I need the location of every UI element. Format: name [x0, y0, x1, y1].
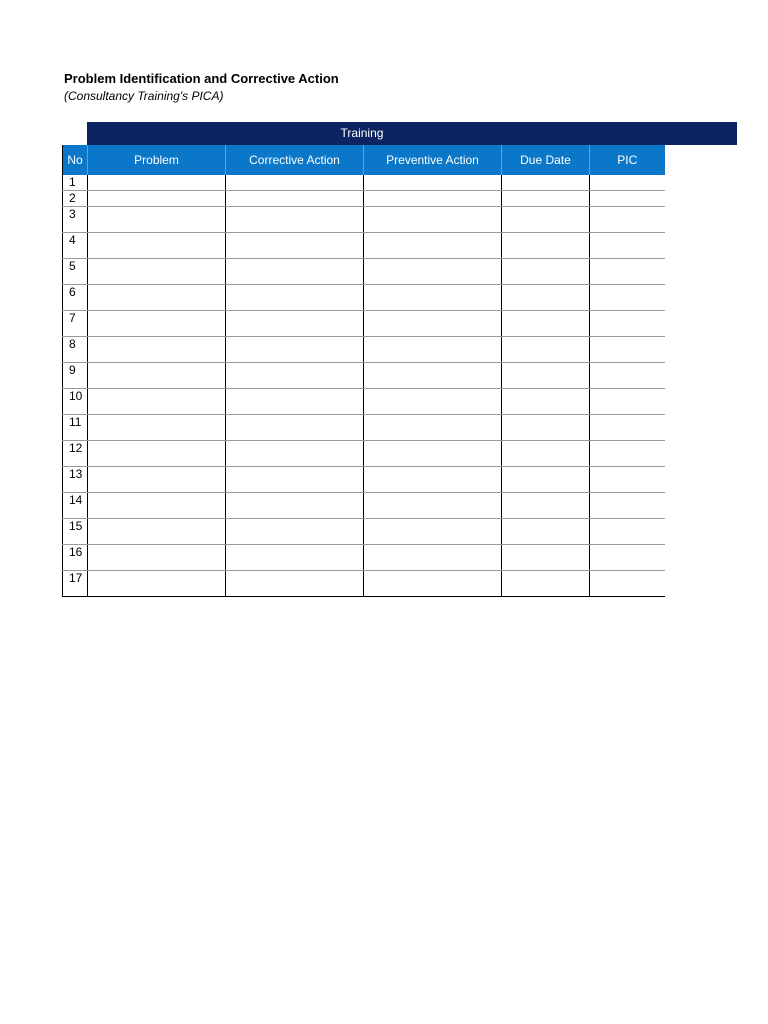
cell-pic[interactable] [590, 175, 665, 191]
cell-due-date[interactable] [502, 519, 590, 545]
cell-corrective-action[interactable] [226, 285, 364, 311]
cell-due-date[interactable] [502, 311, 590, 337]
cell-due-date[interactable] [502, 207, 590, 233]
cell-problem[interactable] [88, 441, 226, 467]
cell-pic[interactable] [590, 519, 665, 545]
document-title: Problem Identification and Corrective Action [64, 71, 339, 86]
row-number: 7 [63, 311, 88, 337]
table-row [63, 389, 665, 415]
cell-corrective-action[interactable] [226, 467, 364, 493]
cell-problem[interactable] [88, 175, 226, 191]
cell-due-date[interactable] [502, 337, 590, 363]
cell-problem[interactable] [88, 519, 226, 545]
row-number: 13 [63, 467, 88, 493]
table-row [63, 285, 665, 311]
cell-corrective-action[interactable] [226, 441, 364, 467]
row-number: 8 [63, 337, 88, 363]
row-number: 17 [63, 571, 88, 597]
header-due-date[interactable]: Due Date [502, 145, 590, 175]
cell-preventive-action[interactable] [364, 311, 502, 337]
cell-due-date[interactable] [502, 467, 590, 493]
cell-pic[interactable] [590, 259, 665, 285]
pica-table [62, 145, 665, 597]
cell-due-date[interactable] [502, 441, 590, 467]
cell-due-date[interactable] [502, 493, 590, 519]
table-row [63, 191, 665, 207]
cell-problem[interactable] [88, 389, 226, 415]
cell-problem[interactable] [88, 467, 226, 493]
header-corrective-action[interactable]: Corrective Action [226, 145, 364, 175]
cell-preventive-action[interactable] [364, 519, 502, 545]
table-body [63, 175, 665, 597]
row-number: 15 [63, 519, 88, 545]
header-no[interactable]: No [63, 145, 88, 175]
cell-preventive-action[interactable] [364, 441, 502, 467]
table-row [63, 175, 665, 191]
header-pic[interactable]: PIC [590, 145, 665, 175]
table-row [63, 467, 665, 493]
cell-preventive-action[interactable] [364, 175, 502, 191]
cell-preventive-action[interactable] [364, 545, 502, 571]
cell-due-date[interactable] [502, 191, 590, 207]
cell-preventive-action[interactable] [364, 363, 502, 389]
row-number: 11 [63, 415, 88, 441]
cell-problem[interactable] [88, 285, 226, 311]
cell-preventive-action[interactable] [364, 467, 502, 493]
cell-pic[interactable] [590, 337, 665, 363]
cell-preventive-action[interactable] [364, 285, 502, 311]
cell-corrective-action[interactable] [226, 233, 364, 259]
cell-pic[interactable] [590, 363, 665, 389]
cell-preventive-action[interactable] [364, 191, 502, 207]
header-row [63, 145, 665, 175]
cell-problem[interactable] [88, 363, 226, 389]
table-row [63, 545, 665, 571]
header-preventive-action[interactable]: Preventive Action [364, 145, 502, 175]
cell-problem[interactable] [88, 207, 226, 233]
cell-problem[interactable] [88, 571, 226, 597]
row-number: 6 [63, 285, 88, 311]
cell-problem[interactable] [88, 415, 226, 441]
table-row [63, 233, 665, 259]
cell-problem[interactable] [88, 191, 226, 207]
table-row [63, 493, 665, 519]
row-number: 2 [63, 191, 88, 207]
row-number: 14 [63, 493, 88, 519]
cell-pic[interactable] [590, 493, 665, 519]
row-number: 16 [63, 545, 88, 571]
cell-pic[interactable] [590, 207, 665, 233]
table-row [63, 415, 665, 441]
cell-corrective-action[interactable] [226, 519, 364, 545]
cell-pic[interactable] [590, 233, 665, 259]
row-number: 4 [63, 233, 88, 259]
row-number: 3 [63, 207, 88, 233]
table-row [63, 259, 665, 285]
cell-corrective-action[interactable] [226, 337, 364, 363]
cell-due-date[interactable] [502, 363, 590, 389]
cell-due-date[interactable] [502, 545, 590, 571]
cell-corrective-action[interactable] [226, 363, 364, 389]
cell-pic[interactable] [590, 285, 665, 311]
cell-corrective-action[interactable] [226, 389, 364, 415]
cell-due-date[interactable] [502, 415, 590, 441]
cell-corrective-action[interactable] [226, 571, 364, 597]
cell-due-date[interactable] [502, 175, 590, 191]
cell-pic[interactable] [590, 191, 665, 207]
cell-pic[interactable] [590, 415, 665, 441]
table-row [63, 519, 665, 545]
cell-pic[interactable] [590, 467, 665, 493]
cell-corrective-action[interactable] [226, 175, 364, 191]
cell-problem[interactable] [88, 311, 226, 337]
cell-preventive-action[interactable] [364, 259, 502, 285]
cell-due-date[interactable] [502, 389, 590, 415]
row-number: 12 [63, 441, 88, 467]
cell-preventive-action[interactable] [364, 389, 502, 415]
cell-corrective-action[interactable] [226, 493, 364, 519]
cell-preventive-action[interactable] [364, 233, 502, 259]
cell-problem[interactable] [88, 545, 226, 571]
cell-due-date[interactable] [502, 285, 590, 311]
cell-problem[interactable] [88, 233, 226, 259]
cell-problem[interactable] [88, 337, 226, 363]
table-row [63, 441, 665, 467]
document-subtitle: (Consultancy Training's PICA) [64, 89, 224, 103]
cell-corrective-action[interactable] [226, 415, 364, 441]
cell-preventive-action[interactable] [364, 207, 502, 233]
cell-pic[interactable] [590, 311, 665, 337]
cell-corrective-action[interactable] [226, 259, 364, 285]
table-row [63, 311, 665, 337]
row-number: 9 [63, 363, 88, 389]
row-number: 1 [63, 175, 88, 191]
header-problem[interactable]: Problem [88, 145, 226, 175]
cell-pic[interactable] [590, 441, 665, 467]
cell-preventive-action[interactable] [364, 571, 502, 597]
cell-due-date[interactable] [502, 259, 590, 285]
cell-problem[interactable] [88, 493, 226, 519]
cell-due-date[interactable] [502, 233, 590, 259]
cell-pic[interactable] [590, 389, 665, 415]
cell-due-date[interactable] [502, 571, 590, 597]
cell-corrective-action[interactable] [226, 191, 364, 207]
cell-pic[interactable] [590, 545, 665, 571]
cell-corrective-action[interactable] [226, 311, 364, 337]
cell-preventive-action[interactable] [364, 415, 502, 441]
table-row [63, 337, 665, 363]
row-number: 10 [63, 389, 88, 415]
table-row [63, 207, 665, 233]
cell-problem[interactable] [88, 259, 226, 285]
cell-pic[interactable] [590, 571, 665, 597]
cell-corrective-action[interactable] [226, 207, 364, 233]
table-row [63, 571, 665, 597]
cell-corrective-action[interactable] [226, 545, 364, 571]
cell-preventive-action[interactable] [364, 337, 502, 363]
section-label: Training [340, 126, 384, 140]
cell-preventive-action[interactable] [364, 493, 502, 519]
row-number: 5 [63, 259, 88, 285]
table-row [63, 363, 665, 389]
